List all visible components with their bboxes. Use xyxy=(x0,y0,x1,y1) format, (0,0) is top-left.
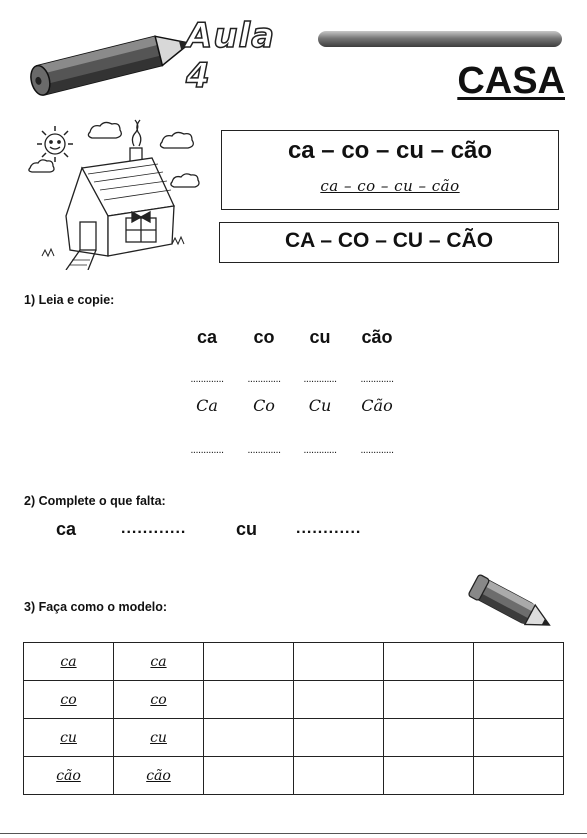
syllable-box-uppercase xyxy=(219,222,559,263)
model-cell: co xyxy=(24,681,114,719)
print-syllable: co xyxy=(253,327,275,347)
copy-blank[interactable]: ............. xyxy=(360,373,394,385)
write-cell[interactable] xyxy=(384,757,474,795)
write-cell[interactable] xyxy=(474,719,564,757)
header-pencil-icon xyxy=(20,22,195,100)
complete-blank[interactable]: ............ xyxy=(296,520,362,537)
copy-blank[interactable]: ............. xyxy=(190,444,224,456)
footer-divider xyxy=(0,833,587,834)
model-cell: ca xyxy=(24,643,114,681)
write-cell[interactable] xyxy=(204,757,294,795)
complete-syllable: cu xyxy=(236,519,258,539)
house-illustration xyxy=(22,110,222,270)
print-syllable: ca xyxy=(196,327,218,347)
model-cell: ca xyxy=(114,643,204,681)
model-cell: cu xyxy=(114,719,204,757)
lowercase-cursive-syllables: ca – co – cu – cão xyxy=(320,177,460,195)
exercise-3-heading: 3) Faça como o modelo: xyxy=(24,600,168,614)
write-cell[interactable] xyxy=(294,681,384,719)
model-cell: co xyxy=(114,681,204,719)
exercise-2-heading: 2) Complete o que falta: xyxy=(24,494,166,508)
write-cell[interactable] xyxy=(384,643,474,681)
copy-blank[interactable]: ............. xyxy=(190,373,224,385)
model-cell: cu xyxy=(24,719,114,757)
write-cell[interactable] xyxy=(204,681,294,719)
exercise-1-heading: 1) Leia e copie: xyxy=(24,293,115,307)
table-row xyxy=(24,757,564,795)
write-cell[interactable] xyxy=(384,719,474,757)
write-cell[interactable] xyxy=(294,757,384,795)
cursive-syllable: Co xyxy=(253,396,275,415)
page-title: CASA xyxy=(457,60,565,102)
write-cell[interactable] xyxy=(474,681,564,719)
syllable-box-lowercase xyxy=(221,130,559,210)
uppercase-syllables: CA – CO – CU – CÃO xyxy=(284,229,494,252)
copy-blank[interactable]: ............. xyxy=(360,444,394,456)
copy-blank[interactable]: ............. xyxy=(247,373,281,385)
complete-syllable: ca xyxy=(56,519,77,539)
table-row xyxy=(24,643,564,681)
write-cell[interactable] xyxy=(474,643,564,681)
table-row xyxy=(24,719,564,757)
write-cell[interactable] xyxy=(204,719,294,757)
write-cell[interactable] xyxy=(474,757,564,795)
write-cell[interactable] xyxy=(294,719,384,757)
lesson-badge: Aula 4 xyxy=(186,16,276,96)
complete-blank[interactable]: ............ xyxy=(121,520,187,537)
model-table xyxy=(23,642,564,795)
cursive-syllable: Cu xyxy=(308,396,332,415)
header-bar xyxy=(318,31,562,47)
lowercase-print-syllables: ca – co – cu – cão xyxy=(287,137,493,164)
cursive-syllable: Ca xyxy=(196,396,218,415)
small-pencil-icon xyxy=(465,574,560,634)
copy-blank[interactable]: ............. xyxy=(247,444,281,456)
model-cell: cão xyxy=(24,757,114,795)
print-syllable: cu xyxy=(309,327,331,347)
model-cell: cão xyxy=(114,757,204,795)
write-cell[interactable] xyxy=(294,643,384,681)
print-syllable: cão xyxy=(361,327,393,347)
cursive-syllable: Cão xyxy=(361,396,393,415)
copy-blank[interactable]: ............. xyxy=(303,444,337,456)
write-cell[interactable] xyxy=(204,643,294,681)
copy-blank[interactable]: ............. xyxy=(303,373,337,385)
table-row xyxy=(24,681,564,719)
write-cell[interactable] xyxy=(384,681,474,719)
